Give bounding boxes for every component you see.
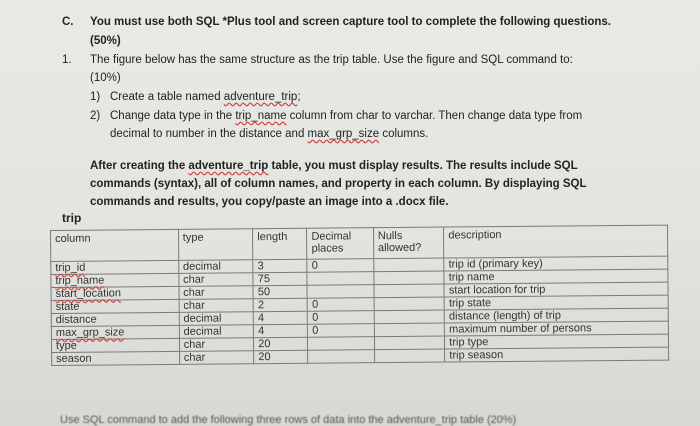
cell-decimal — [308, 337, 375, 351]
step-2-mid: column from char to varchar. Then change data type from — [286, 110, 583, 122]
question-1-label: 1. — [62, 54, 72, 66]
cell-length: 2 — [253, 298, 307, 311]
step-2-col-name: trip_name — [235, 110, 287, 122]
step-2-prefix: Change data type in the — [110, 110, 236, 122]
cell-description: distance (length) of trip — [444, 308, 668, 323]
cell-length: 3 — [253, 259, 307, 272]
cell-column: state — [51, 299, 179, 313]
cell-type: decimal — [179, 325, 254, 339]
cell-description: trip season — [445, 347, 669, 362]
step-2-line2-prefix: decimal to number in the distance and — [110, 128, 308, 140]
cell-nulls — [374, 258, 445, 272]
instruction-prefix: After creating the — [90, 160, 189, 172]
cell-type: decimal — [178, 260, 253, 274]
cell-nulls — [374, 349, 445, 363]
question-c-label: C. — [62, 16, 74, 28]
step-1-prefix: Create a table named — [110, 91, 224, 103]
instruction-table-name: adventure_trip — [188, 160, 269, 172]
header-length: length — [253, 228, 307, 259]
cell-length: 75 — [253, 272, 307, 285]
cell-length: 50 — [253, 285, 307, 298]
cell-length: 20 — [254, 337, 308, 350]
cell-description: trip type — [445, 334, 669, 349]
cell-type: decimal — [179, 312, 254, 326]
cell-decimal — [308, 350, 375, 364]
question-1-points: (10%) — [90, 72, 121, 84]
cell-type: char — [179, 338, 254, 352]
instruction-line-2: commands (syntax), all of column names, and property in each column. By displaying SQL — [90, 178, 587, 190]
header-description: description — [444, 225, 668, 258]
cell-type: char — [179, 286, 254, 300]
step-1-table-name: adventure_trip — [223, 91, 298, 103]
cell-description: trip id (primary key) — [444, 256, 668, 271]
instruction-line-1 — [90, 160, 578, 173]
cell-decimal: 0 — [307, 298, 374, 312]
header-type: type — [178, 229, 253, 261]
cell-decimal: 0 — [308, 324, 375, 338]
cell-column: distance — [51, 312, 179, 326]
cell-description: start location for trip — [444, 282, 668, 297]
question-c-text: You must use both SQL *Plus tool and screen capture tool to complete the following questions. — [90, 16, 611, 28]
cell-decimal — [307, 272, 374, 286]
cell-decimal — [307, 285, 374, 299]
cell-nulls — [374, 271, 445, 285]
cell-length: 4 — [253, 311, 307, 324]
step-2-line-1 — [110, 110, 582, 123]
instruction-line-3: commands and results, you copy/paste an image into a .docx file. — [90, 196, 449, 208]
cell-description: trip state — [444, 295, 668, 310]
cell-length: 20 — [254, 350, 308, 363]
step-1-suffix: ; — [297, 91, 301, 103]
cell-nulls — [374, 310, 445, 324]
cell-decimal: 0 — [308, 311, 375, 325]
cut-off-next-question: Use SQL command to add the following three rows of data into the adventure_trip table (20%) — [60, 414, 517, 426]
cell-nulls — [374, 323, 445, 337]
step-1-text — [110, 91, 301, 104]
cell-column: season — [52, 351, 180, 365]
header-column: column — [51, 229, 179, 261]
step-1-label: 1) — [90, 91, 101, 103]
step-2-col2-name: max_grp_size — [307, 128, 380, 140]
cell-nulls — [374, 336, 445, 350]
trip-table — [50, 225, 669, 366]
step-2-line2-suffix: columns. — [379, 128, 429, 140]
cell-decimal: 0 — [307, 259, 374, 273]
table-caption: trip — [62, 211, 82, 225]
header-nulls-allowed: Nulls allowed? — [373, 227, 444, 259]
cell-column: trip_id — [51, 260, 179, 274]
cell-nulls — [374, 284, 445, 298]
step-2-label: 2) — [90, 110, 101, 122]
cell-column: start_location — [51, 286, 179, 300]
cell-description: maximum number of persons — [445, 321, 669, 336]
header-decimal-places: Decimal places — [307, 228, 374, 260]
cell-nulls — [374, 297, 445, 311]
question-1-text: The figure below has the same structure as the trip table. Use the figure and SQL command to: — [90, 54, 573, 66]
cell-length: 4 — [254, 324, 308, 337]
cell-type: char — [179, 299, 254, 313]
cell-column: type — [51, 338, 179, 352]
step-2-line-2 — [110, 128, 428, 141]
instruction-suffix: table, you must display results. The results include SQL — [268, 160, 578, 172]
cell-type: char — [179, 351, 254, 365]
question-c-points: (50%) — [90, 35, 121, 47]
cell-type: char — [179, 273, 254, 287]
cell-column: max_grp_size — [51, 325, 179, 339]
cell-column: trip_name — [51, 273, 179, 287]
cell-description: trip name — [444, 269, 668, 284]
